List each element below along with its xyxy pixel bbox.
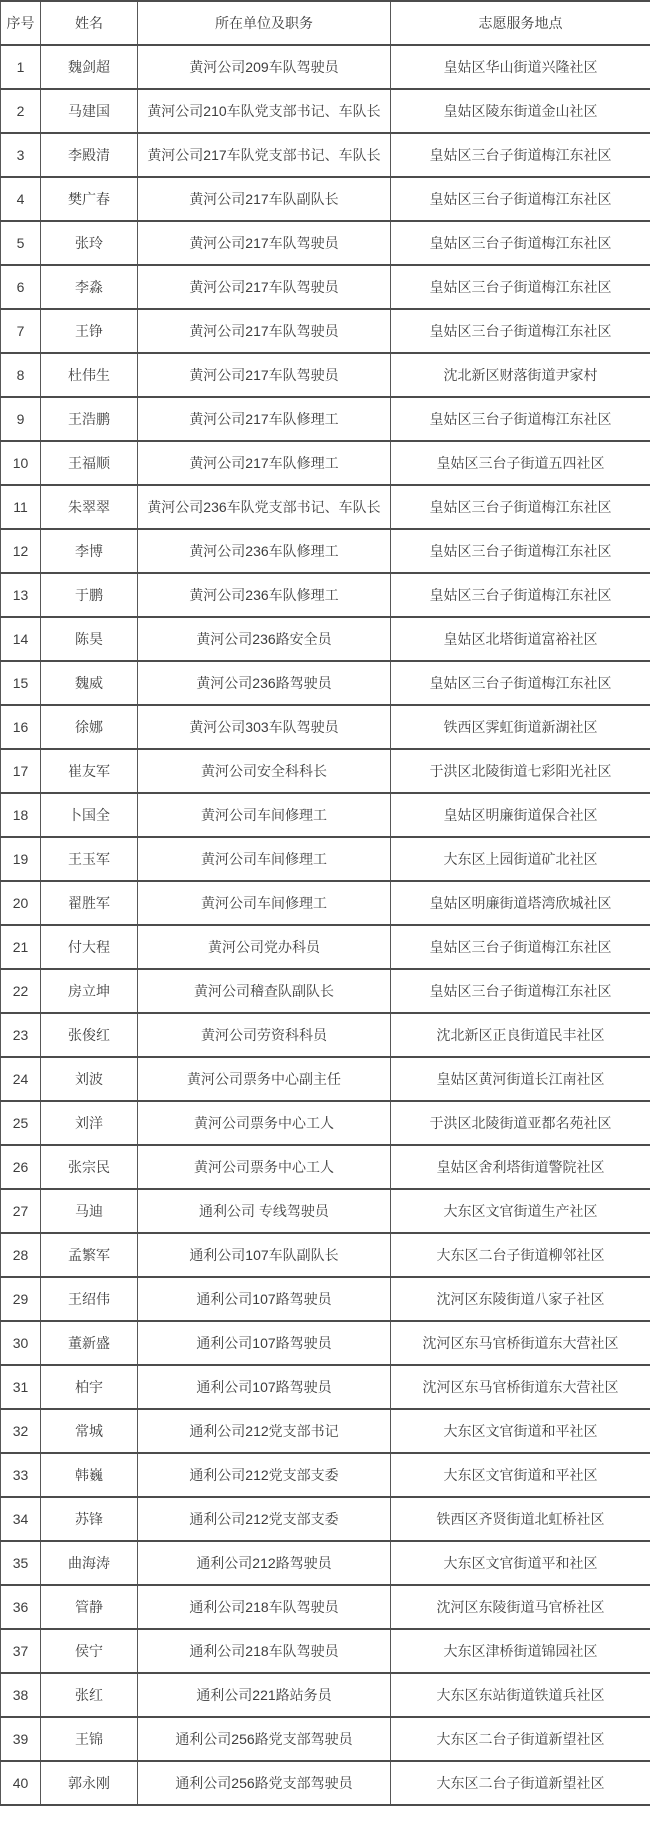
row-index-cell: 17 bbox=[1, 749, 41, 793]
position-cell: 黄河公司劳资科科员 bbox=[138, 1013, 391, 1057]
location-cell: 皇姑区三台子街道梅江东社区 bbox=[391, 221, 650, 265]
table-row bbox=[1, 1453, 650, 1497]
position-cell: 通利公司107路驾驶员 bbox=[138, 1365, 391, 1409]
location-cell: 皇姑区三台子街道梅江东社区 bbox=[391, 925, 650, 969]
location-cell: 皇姑区三台子街道梅江东社区 bbox=[391, 309, 650, 353]
position-cell: 通利公司 专线驾驶员 bbox=[138, 1189, 391, 1233]
position-cell: 通利公司212路驾驶员 bbox=[138, 1541, 391, 1585]
position-cell: 通利公司212党支部支委 bbox=[138, 1453, 391, 1497]
position-cell: 通利公司107车队副队长 bbox=[138, 1233, 391, 1277]
row-index-cell: 13 bbox=[1, 573, 41, 617]
position-cell: 黄河公司209车队驾驶员 bbox=[138, 45, 391, 89]
table-row bbox=[1, 1101, 650, 1145]
row-index-cell: 12 bbox=[1, 529, 41, 573]
location-cell: 皇姑区三台子街道梅江东社区 bbox=[391, 573, 650, 617]
name-cell: 张玲 bbox=[41, 221, 138, 265]
name-cell: 管静 bbox=[41, 1585, 138, 1629]
location-cell: 沈河区东陵街道马官桥社区 bbox=[391, 1585, 650, 1629]
row-index-cell: 34 bbox=[1, 1497, 41, 1541]
location-cell: 皇姑区舍利塔街道警院社区 bbox=[391, 1145, 650, 1189]
name-cell: 王锦 bbox=[41, 1717, 138, 1761]
row-index-cell: 5 bbox=[1, 221, 41, 265]
column-header-index: 序号 bbox=[1, 1, 41, 45]
position-cell: 通利公司107路驾驶员 bbox=[138, 1321, 391, 1365]
table-row bbox=[1, 705, 650, 749]
location-cell: 皇姑区黄河街道长江南社区 bbox=[391, 1057, 650, 1101]
name-cell: 王绍伟 bbox=[41, 1277, 138, 1321]
row-index-cell: 39 bbox=[1, 1717, 41, 1761]
row-index-cell: 31 bbox=[1, 1365, 41, 1409]
column-header-location: 志愿服务地点 bbox=[391, 1, 650, 45]
name-cell: 柏宇 bbox=[41, 1365, 138, 1409]
position-cell: 通利公司212党支部书记 bbox=[138, 1409, 391, 1453]
row-index-cell: 35 bbox=[1, 1541, 41, 1585]
row-index-cell: 7 bbox=[1, 309, 41, 353]
position-cell: 黄河公司210车队党支部书记、车队长 bbox=[138, 89, 391, 133]
position-cell: 黄河公司236车队党支部书记、车队长 bbox=[138, 485, 391, 529]
column-header-unit: 所在单位及职务 bbox=[138, 1, 391, 45]
position-cell: 黄河公司党办科员 bbox=[138, 925, 391, 969]
position-cell: 黄河公司安全科科长 bbox=[138, 749, 391, 793]
location-cell: 皇姑区三台子街道梅江东社区 bbox=[391, 133, 650, 177]
name-cell: 魏威 bbox=[41, 661, 138, 705]
location-cell: 铁西区齐贤街道北虹桥社区 bbox=[391, 1497, 650, 1541]
table-row bbox=[1, 309, 650, 353]
name-cell: 朱翠翠 bbox=[41, 485, 138, 529]
table-row bbox=[1, 1189, 650, 1233]
location-cell: 大东区二台子街道柳邻社区 bbox=[391, 1233, 650, 1277]
row-index-cell: 36 bbox=[1, 1585, 41, 1629]
row-index-cell: 20 bbox=[1, 881, 41, 925]
position-cell: 通利公司212党支部支委 bbox=[138, 1497, 391, 1541]
row-index-cell: 2 bbox=[1, 89, 41, 133]
table-row bbox=[1, 397, 650, 441]
row-index-cell: 11 bbox=[1, 485, 41, 529]
table-row bbox=[1, 1673, 650, 1717]
table-row bbox=[1, 89, 650, 133]
table-row bbox=[1, 265, 650, 309]
location-cell: 皇姑区三台子街道梅江东社区 bbox=[391, 177, 650, 221]
location-cell: 大东区文官街道生产社区 bbox=[391, 1189, 650, 1233]
location-cell: 皇姑区三台子街道梅江东社区 bbox=[391, 485, 650, 529]
name-cell: 张红 bbox=[41, 1673, 138, 1717]
table-row bbox=[1, 1277, 650, 1321]
row-index-cell: 24 bbox=[1, 1057, 41, 1101]
name-cell: 常城 bbox=[41, 1409, 138, 1453]
position-cell: 通利公司218车队驾驶员 bbox=[138, 1629, 391, 1673]
table-row bbox=[1, 1233, 650, 1277]
name-cell: 刘波 bbox=[41, 1057, 138, 1101]
row-index-cell: 10 bbox=[1, 441, 41, 485]
table-row bbox=[1, 573, 650, 617]
name-cell: 徐娜 bbox=[41, 705, 138, 749]
table-row bbox=[1, 1409, 650, 1453]
location-cell: 皇姑区陵东街道金山社区 bbox=[391, 89, 650, 133]
table-row bbox=[1, 485, 650, 529]
location-cell: 皇姑区三台子街道五四社区 bbox=[391, 441, 650, 485]
location-cell: 皇姑区明廉街道保合社区 bbox=[391, 793, 650, 837]
name-cell: 郭永刚 bbox=[41, 1761, 138, 1805]
location-cell: 沈北新区正良街道民丰社区 bbox=[391, 1013, 650, 1057]
row-index-cell: 9 bbox=[1, 397, 41, 441]
location-cell: 皇姑区三台子街道梅江东社区 bbox=[391, 969, 650, 1013]
row-index-cell: 32 bbox=[1, 1409, 41, 1453]
table-row bbox=[1, 881, 650, 925]
table-row bbox=[1, 1541, 650, 1585]
name-cell: 王浩鹏 bbox=[41, 397, 138, 441]
location-cell: 大东区上园街道矿北社区 bbox=[391, 837, 650, 881]
row-index-cell: 23 bbox=[1, 1013, 41, 1057]
position-cell: 黄河公司217车队党支部书记、车队长 bbox=[138, 133, 391, 177]
name-cell: 张宗民 bbox=[41, 1145, 138, 1189]
table-row bbox=[1, 1013, 650, 1057]
name-cell: 翟胜军 bbox=[41, 881, 138, 925]
name-cell: 韩巍 bbox=[41, 1453, 138, 1497]
name-cell: 崔友军 bbox=[41, 749, 138, 793]
location-cell: 于洪区北陵街道亚都名苑社区 bbox=[391, 1101, 650, 1145]
name-cell: 李淼 bbox=[41, 265, 138, 309]
name-cell: 张俊红 bbox=[41, 1013, 138, 1057]
name-cell: 杜伟生 bbox=[41, 353, 138, 397]
location-cell: 于洪区北陵街道七彩阳光社区 bbox=[391, 749, 650, 793]
position-cell: 黄河公司票务中心副主任 bbox=[138, 1057, 391, 1101]
table-row bbox=[1, 177, 650, 221]
name-cell: 于鹏 bbox=[41, 573, 138, 617]
name-cell: 董新盛 bbox=[41, 1321, 138, 1365]
position-cell: 通利公司256路党支部驾驶员 bbox=[138, 1761, 391, 1805]
position-cell: 通利公司256路党支部驾驶员 bbox=[138, 1717, 391, 1761]
row-index-cell: 30 bbox=[1, 1321, 41, 1365]
location-cell: 大东区文官街道和平社区 bbox=[391, 1453, 650, 1497]
table-row bbox=[1, 661, 650, 705]
table-row bbox=[1, 529, 650, 573]
name-cell: 陈昊 bbox=[41, 617, 138, 661]
location-cell: 沈河区东马官桥街道东大营社区 bbox=[391, 1365, 650, 1409]
location-cell: 沈北新区财落街道尹家村 bbox=[391, 353, 650, 397]
table-row bbox=[1, 1585, 650, 1629]
name-cell: 卜国全 bbox=[41, 793, 138, 837]
position-cell: 黄河公司217车队修理工 bbox=[138, 441, 391, 485]
name-cell: 房立坤 bbox=[41, 969, 138, 1013]
row-index-cell: 40 bbox=[1, 1761, 41, 1805]
location-cell: 皇姑区明廉街道塔湾欣城社区 bbox=[391, 881, 650, 925]
location-cell: 皇姑区北塔街道富裕社区 bbox=[391, 617, 650, 661]
table-row bbox=[1, 1057, 650, 1101]
location-cell: 皇姑区三台子街道梅江东社区 bbox=[391, 397, 650, 441]
table-row bbox=[1, 1717, 650, 1761]
table-row bbox=[1, 1761, 650, 1805]
table-row bbox=[1, 925, 650, 969]
row-index-cell: 18 bbox=[1, 793, 41, 837]
location-cell: 大东区二台子街道新望社区 bbox=[391, 1717, 650, 1761]
position-cell: 通利公司107路驾驶员 bbox=[138, 1277, 391, 1321]
position-cell: 通利公司218车队驾驶员 bbox=[138, 1585, 391, 1629]
table-row bbox=[1, 1629, 650, 1673]
table-row bbox=[1, 1145, 650, 1189]
row-index-cell: 14 bbox=[1, 617, 41, 661]
position-cell: 黄河公司车间修理工 bbox=[138, 793, 391, 837]
row-index-cell: 22 bbox=[1, 969, 41, 1013]
name-cell: 刘洋 bbox=[41, 1101, 138, 1145]
table-row bbox=[1, 441, 650, 485]
table-row bbox=[1, 45, 650, 89]
row-index-cell: 33 bbox=[1, 1453, 41, 1497]
row-index-cell: 6 bbox=[1, 265, 41, 309]
position-cell: 黄河公司217车队副队长 bbox=[138, 177, 391, 221]
name-cell: 马建国 bbox=[41, 89, 138, 133]
table-row bbox=[1, 617, 650, 661]
name-cell: 孟繁军 bbox=[41, 1233, 138, 1277]
name-cell: 李殿清 bbox=[41, 133, 138, 177]
location-cell: 大东区东站街道铁道兵社区 bbox=[391, 1673, 650, 1717]
table-row bbox=[1, 353, 650, 397]
table-row bbox=[1, 1497, 650, 1541]
name-cell: 李博 bbox=[41, 529, 138, 573]
row-index-cell: 4 bbox=[1, 177, 41, 221]
column-header-name: 姓名 bbox=[41, 1, 138, 45]
header-row bbox=[1, 1, 650, 45]
position-cell: 黄河公司303车队驾驶员 bbox=[138, 705, 391, 749]
position-cell: 黄河公司车间修理工 bbox=[138, 837, 391, 881]
location-cell: 皇姑区三台子街道梅江东社区 bbox=[391, 529, 650, 573]
location-cell: 皇姑区三台子街道梅江东社区 bbox=[391, 661, 650, 705]
table-row bbox=[1, 221, 650, 265]
table-row bbox=[1, 969, 650, 1013]
position-cell: 黄河公司236路驾驶员 bbox=[138, 661, 391, 705]
position-cell: 黄河公司217车队驾驶员 bbox=[138, 353, 391, 397]
row-index-cell: 16 bbox=[1, 705, 41, 749]
location-cell: 皇姑区华山街道兴隆社区 bbox=[391, 45, 650, 89]
name-cell: 樊广春 bbox=[41, 177, 138, 221]
location-cell: 皇姑区三台子街道梅江东社区 bbox=[391, 265, 650, 309]
row-index-cell: 19 bbox=[1, 837, 41, 881]
table-row bbox=[1, 749, 650, 793]
row-index-cell: 21 bbox=[1, 925, 41, 969]
position-cell: 黄河公司217车队驾驶员 bbox=[138, 221, 391, 265]
name-cell: 王福顺 bbox=[41, 441, 138, 485]
table-row bbox=[1, 793, 650, 837]
name-cell: 马迪 bbox=[41, 1189, 138, 1233]
position-cell: 黄河公司236车队修理工 bbox=[138, 529, 391, 573]
position-cell: 黄河公司217车队驾驶员 bbox=[138, 265, 391, 309]
position-cell: 黄河公司217车队修理工 bbox=[138, 397, 391, 441]
position-cell: 通利公司221路站务员 bbox=[138, 1673, 391, 1717]
location-cell: 大东区文官街道和平社区 bbox=[391, 1409, 650, 1453]
table-row bbox=[1, 133, 650, 177]
row-index-cell: 1 bbox=[1, 45, 41, 89]
position-cell: 黄河公司稽查队副队长 bbox=[138, 969, 391, 1013]
row-index-cell: 25 bbox=[1, 1101, 41, 1145]
row-index-cell: 8 bbox=[1, 353, 41, 397]
location-cell: 铁西区霁虹街道新湖社区 bbox=[391, 705, 650, 749]
name-cell: 苏锋 bbox=[41, 1497, 138, 1541]
location-cell: 大东区文官街道平和社区 bbox=[391, 1541, 650, 1585]
name-cell: 侯宁 bbox=[41, 1629, 138, 1673]
name-cell: 王铮 bbox=[41, 309, 138, 353]
row-index-cell: 26 bbox=[1, 1145, 41, 1189]
table-row bbox=[1, 1321, 650, 1365]
position-cell: 黄河公司车间修理工 bbox=[138, 881, 391, 925]
position-cell: 黄河公司236车队修理工 bbox=[138, 573, 391, 617]
name-cell: 王玉军 bbox=[41, 837, 138, 881]
row-index-cell: 15 bbox=[1, 661, 41, 705]
row-index-cell: 37 bbox=[1, 1629, 41, 1673]
row-index-cell: 3 bbox=[1, 133, 41, 177]
position-cell: 黄河公司217车队驾驶员 bbox=[138, 309, 391, 353]
position-cell: 黄河公司票务中心工人 bbox=[138, 1145, 391, 1189]
name-cell: 曲海涛 bbox=[41, 1541, 138, 1585]
name-cell: 付大程 bbox=[41, 925, 138, 969]
location-cell: 沈河区东陵街道八家子社区 bbox=[391, 1277, 650, 1321]
row-index-cell: 38 bbox=[1, 1673, 41, 1717]
name-cell: 魏剑超 bbox=[41, 45, 138, 89]
row-index-cell: 28 bbox=[1, 1233, 41, 1277]
location-cell: 大东区津桥街道锦园社区 bbox=[391, 1629, 650, 1673]
location-cell: 大东区二台子街道新望社区 bbox=[391, 1761, 650, 1805]
position-cell: 黄河公司236路安全员 bbox=[138, 617, 391, 661]
table-row bbox=[1, 1365, 650, 1409]
row-index-cell: 29 bbox=[1, 1277, 41, 1321]
table-row bbox=[1, 837, 650, 881]
position-cell: 黄河公司票务中心工人 bbox=[138, 1101, 391, 1145]
row-index-cell: 27 bbox=[1, 1189, 41, 1233]
location-cell: 沈河区东马官桥街道东大营社区 bbox=[391, 1321, 650, 1365]
